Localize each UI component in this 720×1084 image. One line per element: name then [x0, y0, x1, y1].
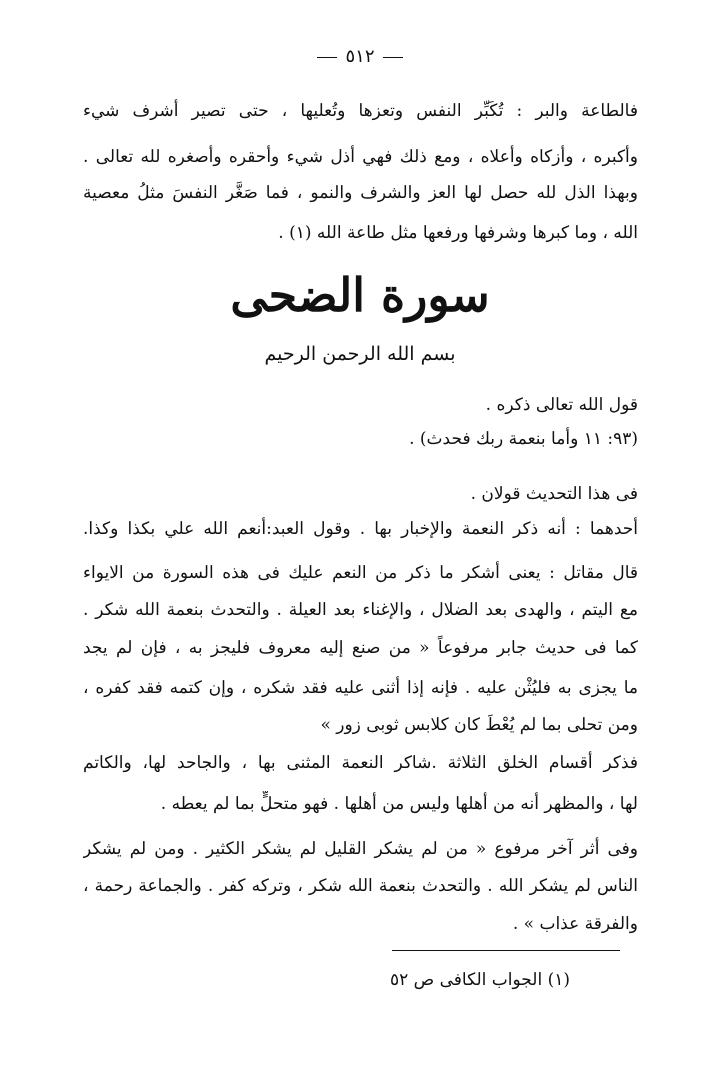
- body-line-6: ما يجزى به فليُثْن عليه . فإنه إذا أثنى عليه فقد شكره ، وإن كتمه فقد كفره ،: [83, 678, 638, 698]
- body-line-3: قال مقاتل : يعنى أشكر ما ذكر من النعم عليك فى هذه السورة من الايواء: [83, 563, 638, 583]
- verse-quote: (٩٣: ١١ وأما بنعمة ربك فحدث) .: [409, 429, 638, 449]
- body-line-1: فى هذا التحديث قولان .: [470, 484, 638, 504]
- body-line-8: فذكر أقسام الخلق الثلاثة .شاكر النعمة المثنى بها ، والجاحد لها، والكاتم: [83, 753, 638, 773]
- body-line-9: لها ، والمظهر أنه من أهلها وليس من أهلها . فهو متحلٍّ بما لم يعطه .: [160, 794, 638, 814]
- body-line-2: أحدهما : أنه ذكر النعمة والإخبار بها . وقول العبد:أنعم الله علي بكذا وكذا.: [83, 519, 638, 539]
- body-line-10: وفى أثر آخر مرفوع « من لم يشكر القليل لم يشكر الكثير . ومن لم يشكر: [83, 839, 638, 859]
- body-line-7: ومن تحلى بما لم يُعْطَ كان كلابس ثوبى زور »: [320, 715, 638, 735]
- dash-left: [383, 57, 403, 58]
- verse-intro: قول الله تعالى ذكره .: [485, 395, 638, 415]
- footnote: (١) الجواب الكافى ص ٥٢: [390, 970, 570, 990]
- body-line-5: كما فى حديث جابر مرفوعاً « من صنع إليه معروف فليجز به ، فإن لم يجد: [83, 638, 638, 658]
- footnote-divider: [392, 950, 620, 951]
- page-number-text: ٥١٢: [345, 46, 375, 67]
- intro-line-2: وأكبره ، وأزكاه وأعلاه ، ومع ذلك فهي أذل شيء وأحقره وأصغره لله تعالى .: [83, 147, 638, 167]
- body-line-12: والفرقة عذاب » .: [512, 914, 638, 934]
- intro-line-3: وبهذا الذل لله حصل لها العز والشرف والنمو ، فما صَغَّر النفسَ مثلُ معصية: [83, 183, 638, 203]
- intro-line-1: فالطاعة والبر : تُكَبِّر النفس وتعزها وتُعليها ، حتى تصير أشرف شيء: [83, 101, 638, 121]
- body-line-4: مع اليتم ، والهدى بعد الضلال ، والإغناء بعد العيلة . والتحدث بنعمة الله شكر .: [83, 600, 638, 620]
- basmala: بسم الله الرحمن الرحيم: [264, 343, 456, 365]
- intro-line-4: الله ، وما كبرها وشرفها ورفعها مثل طاعة الله (١) .: [278, 223, 638, 243]
- page-number: [0, 46, 720, 67]
- body-line-11: الناس لم يشكر الله . والتحدث بنعمة الله شكر ، وتركه كفر . والجماعة رحمة ،: [83, 876, 638, 896]
- dash-right: [317, 57, 337, 58]
- sura-title: سورة الضحى: [230, 268, 490, 322]
